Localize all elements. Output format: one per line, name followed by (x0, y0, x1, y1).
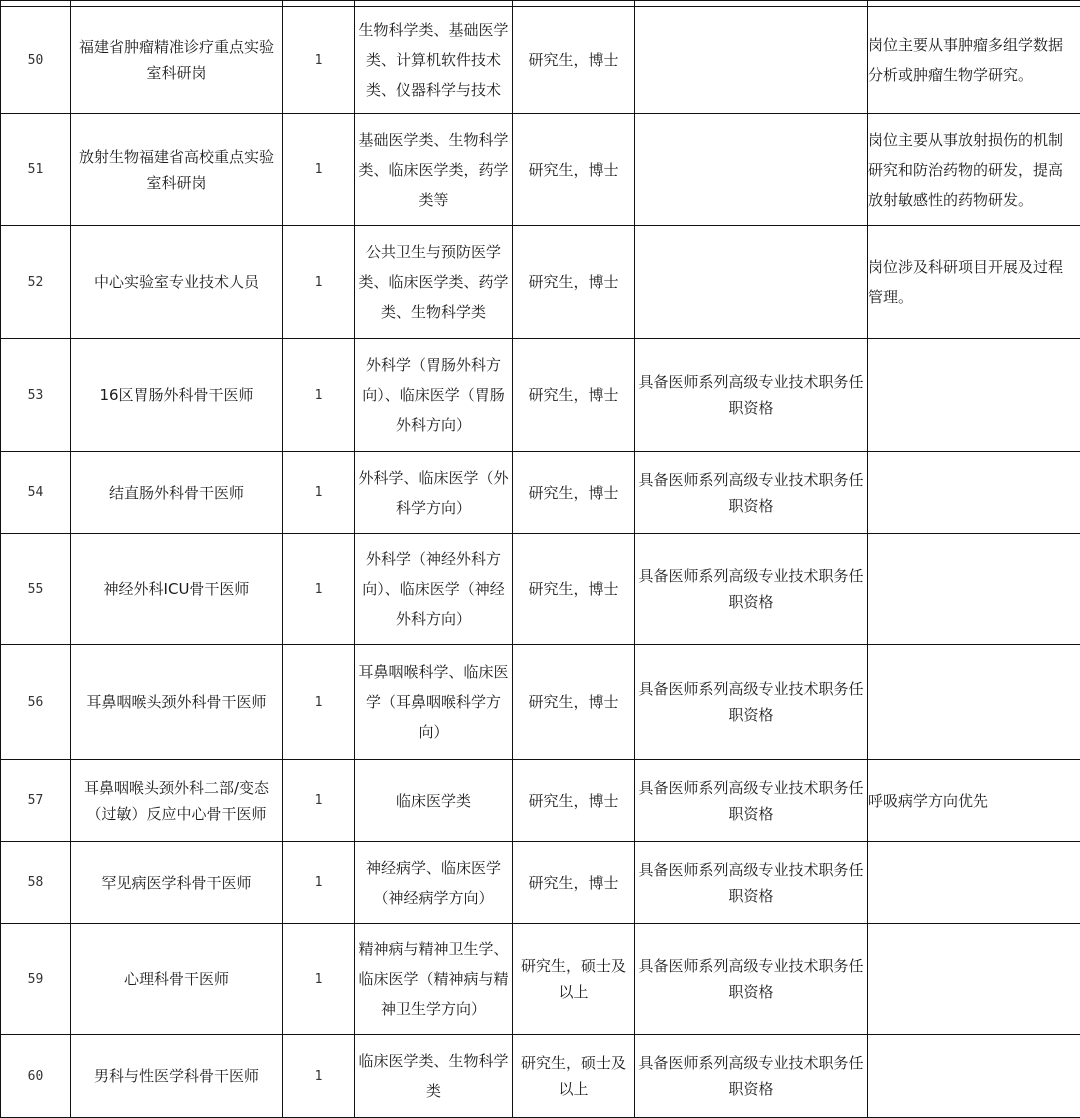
row-number-cell (1, 7, 71, 114)
other-notes: 呼吸病学方向优先 (868, 786, 988, 816)
major: 生物科学类、基础医学 类、计算机软件技术 类、仪器科学与技术 (358, 15, 508, 105)
requirement: 具备医师系列高级专业技术职务任 职资格 (638, 953, 863, 1005)
row-number-cell (1, 645, 71, 760)
major: 外科学（神经外科方 向）、临床医学（神经 外科方向） (362, 544, 505, 634)
other-cell (868, 114, 1080, 226)
headcount-cell (283, 924, 355, 1035)
row-number: 60 (28, 1069, 44, 1084)
education-cell (513, 452, 635, 534)
education-cell (513, 924, 635, 1035)
education: 研究生，博士 (528, 157, 618, 183)
headcount-cell (283, 645, 355, 760)
position-name-cell (71, 226, 283, 339)
position-name: 罕见病医学科骨干医师 (101, 870, 251, 896)
other-cell (868, 534, 1080, 645)
table-body (1, 1, 1080, 1118)
requirement-cell (635, 7, 868, 114)
education: 研究生，博士 (528, 480, 618, 506)
table-row (1, 842, 1080, 924)
requirement-cell (635, 339, 868, 452)
position-name-cell (71, 645, 283, 760)
row-number-cell (1, 1035, 71, 1118)
row-number-cell (1, 924, 71, 1035)
education-cell (513, 114, 635, 226)
row-number: 54 (28, 485, 44, 500)
headcount-cell (283, 760, 355, 842)
requirement: 具备医师系列高级专业技术职务任 职资格 (638, 676, 863, 728)
headcount: 1 (315, 972, 323, 987)
headcount: 1 (315, 793, 323, 808)
requirement-cell (635, 226, 868, 339)
position-name: 男科与性医学科骨干医师 (94, 1063, 259, 1089)
education-cell (513, 1035, 635, 1118)
row-number: 56 (28, 695, 44, 710)
major-cell (355, 114, 513, 226)
education-cell (513, 534, 635, 645)
headcount: 1 (315, 53, 323, 68)
other-cell (868, 842, 1080, 924)
education-cell (513, 339, 635, 452)
major-cell (355, 452, 513, 534)
major: 临床医学类 (396, 786, 471, 816)
row-number-cell (1, 114, 71, 226)
education: 研究生，博士 (528, 870, 618, 896)
other-cell (868, 924, 1080, 1035)
major-cell (355, 226, 513, 339)
major: 精神病与精神卫生学、 临床医学（精神病与精 神卫生学方向） (358, 934, 508, 1024)
education: 研究生，硕士及 以上 (521, 953, 626, 1005)
position-name: 16区胃肠外科骨干医师 (99, 382, 253, 408)
other-cell (868, 226, 1080, 339)
row-number: 53 (28, 388, 44, 403)
education: 研究生，博士 (528, 47, 618, 73)
education-cell (513, 760, 635, 842)
headcount: 1 (315, 1069, 323, 1084)
major-cell (355, 1035, 513, 1118)
position-name-cell (71, 924, 283, 1035)
headcount-cell (283, 452, 355, 534)
requirement: 具备医师系列高级专业技术职务任 职资格 (638, 467, 863, 519)
requirement-cell (635, 1035, 868, 1118)
other-cell (868, 452, 1080, 534)
table-row (1, 534, 1080, 645)
major-cell (355, 645, 513, 760)
position-name: 福建省肿瘤精准诊疗重点实验 室科研岗 (79, 34, 274, 86)
major: 公共卫生与预防医学 类、临床医学类、药学 类、生物科学类 (358, 237, 508, 327)
table-row (1, 645, 1080, 760)
requirement-cell (635, 924, 868, 1035)
other-notes: 岗位主要从事放射损伤的机制 研究和防治药物的研发，提高 放射敏感性的药物研发。 (868, 125, 1063, 215)
major: 外科学、临床医学（外 科学方向） (358, 463, 508, 523)
headcount-cell (283, 226, 355, 339)
other-notes: 岗位主要从事肿瘤多组学数据 分析或肿瘤生物学研究。 (868, 30, 1063, 90)
position-name-cell (71, 1035, 283, 1118)
position-name-cell (71, 7, 283, 114)
position-name: 中心实验室专业技术人员 (94, 269, 259, 295)
row-number: 57 (28, 793, 44, 808)
headcount: 1 (315, 275, 323, 290)
headcount: 1 (315, 695, 323, 710)
other-cell (868, 760, 1080, 842)
requirement: 具备医师系列高级专业技术职务任 职资格 (638, 369, 863, 421)
position-name: 神经外科ICU骨干医师 (104, 576, 250, 602)
position-name-cell (71, 842, 283, 924)
row-number: 59 (28, 972, 44, 987)
row-number-cell (1, 452, 71, 534)
position-name: 耳鼻咽喉头颈外科骨干医师 (86, 689, 266, 715)
row-number: 55 (28, 582, 44, 597)
other-cell (868, 645, 1080, 760)
row-number: 50 (28, 53, 44, 68)
position-name: 结直肠外科骨干医师 (109, 480, 244, 506)
headcount: 1 (315, 162, 323, 177)
position-name-cell (71, 534, 283, 645)
major: 神经病学、临床医学 （神经病学方向） (366, 853, 501, 913)
position-name: 心理科骨干医师 (124, 966, 229, 992)
education-cell (513, 842, 635, 924)
education: 研究生，博士 (528, 689, 618, 715)
education: 研究生，博士 (528, 382, 618, 408)
position-name: 耳鼻咽喉头颈外科二部/变态 （过敏）反应中心骨干医师 (84, 775, 269, 827)
requirement-cell (635, 760, 868, 842)
headcount-cell (283, 339, 355, 452)
other-cell (868, 339, 1080, 452)
major: 外科学（胃肠外科方 向）、临床医学（胃肠 外科方向） (362, 350, 505, 440)
table-row (1, 924, 1080, 1035)
major-cell (355, 924, 513, 1035)
major: 耳鼻咽喉科学、临床医 学（耳鼻咽喉科学方 向） (358, 657, 508, 747)
headcount-cell (283, 1035, 355, 1118)
table-row (1, 339, 1080, 452)
row-number-cell (1, 534, 71, 645)
education: 研究生，博士 (528, 576, 618, 602)
major-cell (355, 842, 513, 924)
table-row (1, 226, 1080, 339)
row-number-cell (1, 339, 71, 452)
row-number: 58 (28, 875, 44, 890)
headcount-cell (283, 842, 355, 924)
row-number: 52 (28, 275, 44, 290)
education-cell (513, 645, 635, 760)
headcount: 1 (315, 875, 323, 890)
other-cell (868, 7, 1080, 114)
requirement: 具备医师系列高级专业技术职务任 职资格 (638, 857, 863, 909)
requirement: 具备医师系列高级专业技术职务任 职资格 (638, 1050, 863, 1102)
table-row (1, 1035, 1080, 1118)
row-number-cell (1, 226, 71, 339)
table-row (1, 114, 1080, 226)
education-cell (513, 7, 635, 114)
other-cell (868, 1035, 1080, 1118)
requirement-cell (635, 645, 868, 760)
other-notes: 岗位涉及科研项目开展及过程 管理。 (868, 252, 1063, 312)
education-cell (513, 226, 635, 339)
position-name-cell (71, 114, 283, 226)
major-cell (355, 534, 513, 645)
row-number-cell (1, 842, 71, 924)
table-row (1, 760, 1080, 842)
education: 研究生，博士 (528, 788, 618, 814)
headcount-cell (283, 534, 355, 645)
table-row (1, 452, 1080, 534)
position-name-cell (71, 452, 283, 534)
table-row (1, 7, 1080, 114)
major: 临床医学类、生物科学 类 (358, 1046, 508, 1106)
position-name-cell (71, 339, 283, 452)
headcount-cell (283, 7, 355, 114)
headcount: 1 (315, 388, 323, 403)
major: 基础医学类、生物科学 类、临床医学类，药学 类等 (358, 125, 508, 215)
row-number-cell (1, 760, 71, 842)
requirement-cell (635, 534, 868, 645)
position-name: 放射生物福建省高校重点实验 室科研岗 (79, 144, 274, 196)
position-name-cell (71, 760, 283, 842)
row-number: 51 (28, 162, 44, 177)
education: 研究生，硕士及 以上 (521, 1050, 626, 1102)
requirement: 具备医师系列高级专业技术职务任 职资格 (638, 563, 863, 615)
requirement-cell (635, 452, 868, 534)
requirement-cell (635, 114, 868, 226)
major-cell (355, 7, 513, 114)
requirement-cell (635, 842, 868, 924)
education: 研究生，博士 (528, 269, 618, 295)
headcount: 1 (315, 582, 323, 597)
major-cell (355, 760, 513, 842)
requirement: 具备医师系列高级专业技术职务任 职资格 (638, 775, 863, 827)
major-cell (355, 339, 513, 452)
headcount: 1 (315, 485, 323, 500)
headcount-cell (283, 114, 355, 226)
